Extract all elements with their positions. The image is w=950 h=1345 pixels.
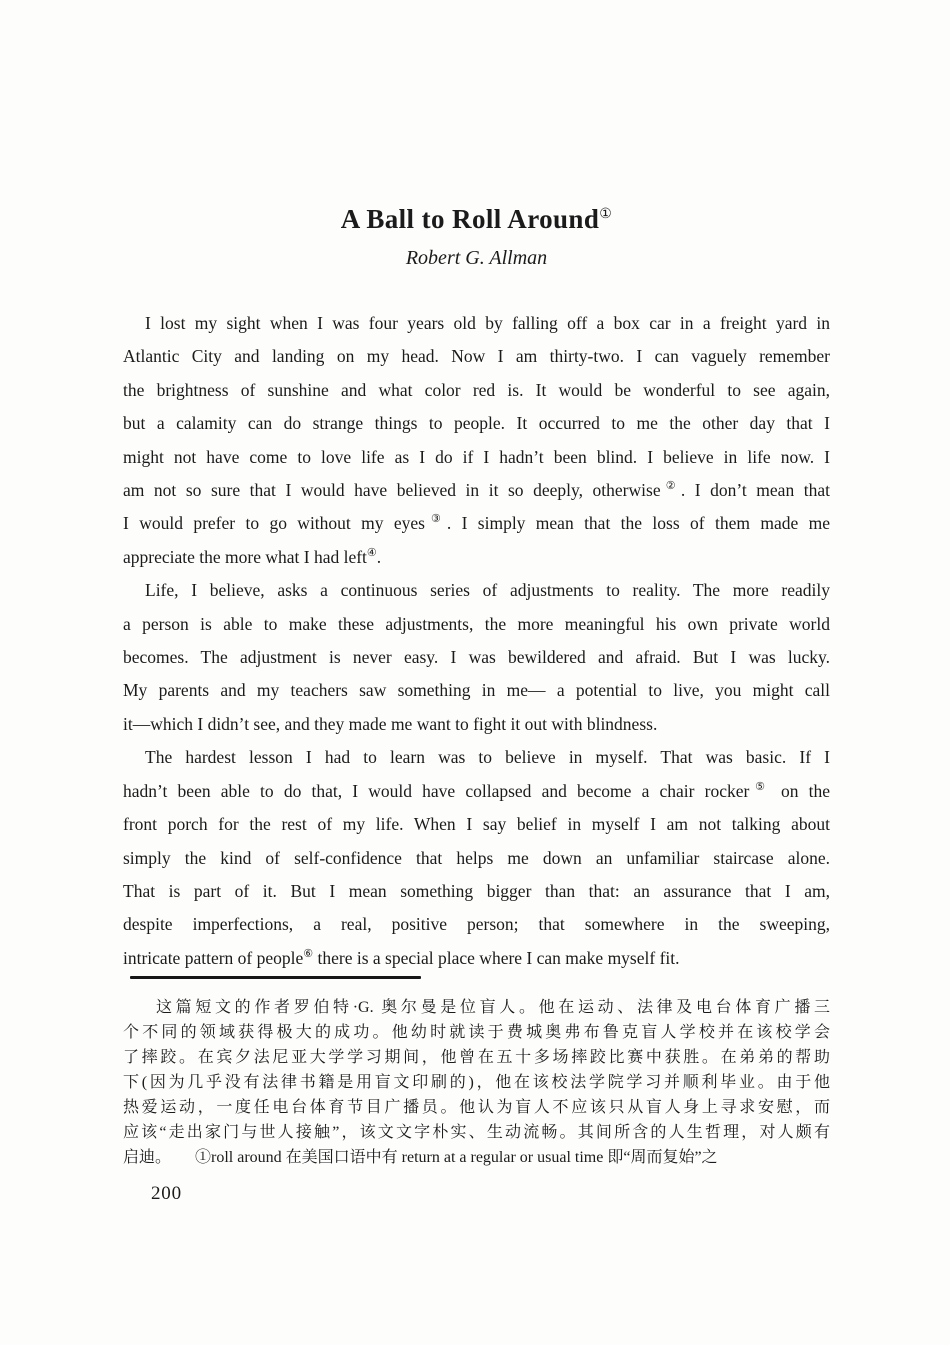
footnote-line: 下(因为几乎没有法律书籍是用盲文印刷的)，他在该校法学院学习并顺利毕业。由于他 — [123, 1074, 830, 1092]
body-line: it—which I didn’t see, and they made me want to fight it out with blindness. — [123, 713, 658, 734]
body-line: appreciate the more what I had left④. — [123, 546, 382, 567]
footnote-line: 这篇短文的作者罗伯特·G. 奥尔曼是位盲人。他在运动、法律及电台体育广播三 — [156, 999, 830, 1017]
body-line: am not so sure that I would have believed in it so deeply, otherwise②. I don’t mean that — [123, 480, 830, 501]
body-line: the brightness of sunshine and what color red is. It would be wonderful to see again, — [123, 379, 830, 400]
body-line: intricate pattern of people⑥ there is a special place where I can make myself fit. — [123, 947, 680, 968]
page-content-column — [123, 0, 830, 1205]
footnote-line: 启迪。 ①roll around 在美国口语中有 return at a regular or usual time 即“周而复始”之 — [123, 1149, 718, 1167]
body-line: Atlantic City and landing on my head. Now I am thirty-two. I can vaguely remember — [123, 346, 830, 367]
footnote-block — [123, 995, 830, 1170]
footnote-line: 应该“走出家门与世人接触”，该文文字朴实、生动流畅。其间所含的人生哲理，对人颇有 — [123, 1124, 830, 1142]
body-line: a person is able to make these adjustments, the more meaningful his own private world — [123, 613, 830, 634]
article-title: A Ball to Roll Around① — [340, 204, 613, 234]
body-line: I lost my sight when I was four years old by falling off a box car in a freight yard in — [145, 313, 830, 333]
body-line: hadn’t been able to do that, I would have collapsed and become a chair rocker⑤ on the — [123, 780, 830, 801]
body-line: That is part of it. But I mean something bigger than that: an assurance that I am, — [123, 880, 830, 901]
body-line: simply the kind of self-confidence that helps me down an unfamiliar staircase alone. — [123, 847, 830, 868]
page-number: 200 — [151, 1183, 182, 1205]
body-line: but a calamity can do strange things to people. It occurred to me the other day that I — [123, 413, 830, 434]
article-author: Robert G. Allman — [405, 247, 548, 269]
footnote-divider — [130, 976, 421, 979]
body-line: Life, I believe, asks a continuous series of adjustments to reality. The more readily — [145, 580, 830, 601]
footnote-line: 热爱运动，一度任电台体育节目广播员。他认为盲人不应该只从盲人身上寻求安慰，而 — [123, 1099, 830, 1117]
footnote-line: 了摔跤。在宾夕法尼亚大学学习期间，他曾在五十多场摔跤比赛中获胜。在弟弟的帮助 — [123, 1049, 830, 1067]
body-line: The hardest lesson I had to learn was to believe in myself. That was basic. If I — [145, 747, 830, 768]
body-line: despite imperfections, a real, positive person; that somewhere in the sweeping, — [123, 914, 830, 935]
footnote-line: 个不同的领域获得极大的成功。他幼时就读于费城奥弗布鲁克盲人学校并在该校学会 — [123, 1024, 830, 1042]
body-line: becomes. The adjustment is never easy. I was bewildered and afraid. But I was lucky. — [123, 647, 830, 668]
body-line: My parents and my teachers saw something in me— a potential to live, you might call — [123, 680, 830, 701]
article-body — [123, 307, 830, 975]
body-line: I would prefer to go without my eyes③. I simply mean that the loss of them made me — [123, 513, 830, 534]
body-line: front porch for the rest of my life. When I say belief in myself I am not talking about — [123, 814, 830, 835]
body-line: might not have come to love life as I do if I hadn’t been blind. I believe in life now. I — [123, 446, 830, 467]
